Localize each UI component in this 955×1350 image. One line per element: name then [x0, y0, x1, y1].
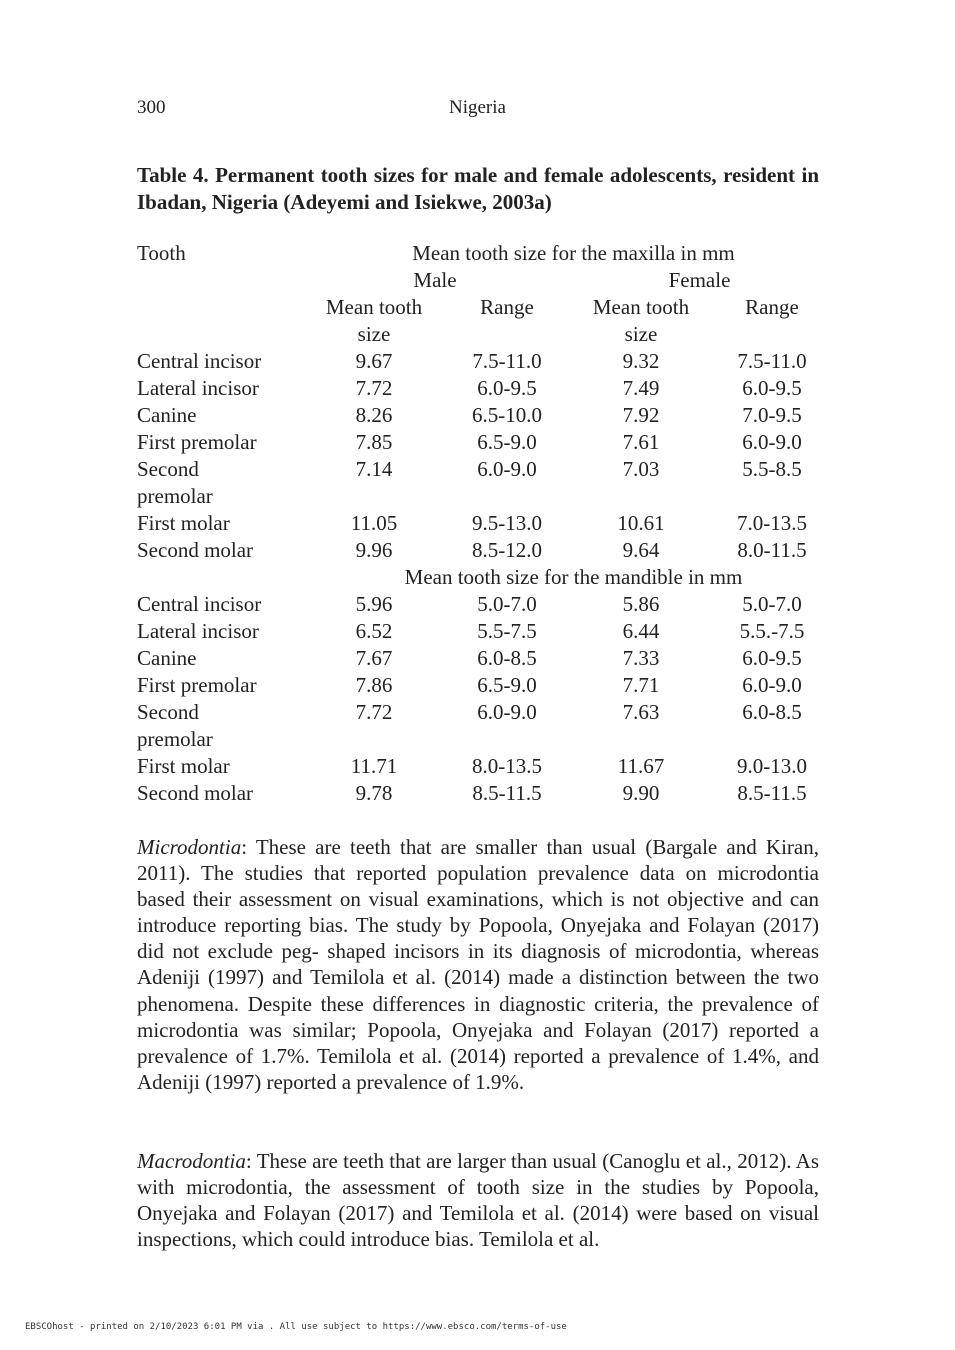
male-mean-cell: 5.96	[355, 592, 393, 616]
maxilla-rows	[137, 348, 819, 564]
male-range-cell: 7.5-11.0	[472, 349, 542, 373]
female-range-cell: 6.0-8.5	[742, 700, 802, 724]
table-row	[137, 375, 819, 402]
tooth-name-cell: Lateral incisor	[137, 376, 259, 400]
microdontia-term: Microdontia	[137, 835, 242, 859]
tooth-name-cell: First premolar	[137, 430, 257, 454]
female-range-cell: 6.0-9.5	[742, 376, 802, 400]
table-caption: Table 4. Permanent tooth sizes for male and female adolescents, resident in Ibadan, Nigeria (Adeyemi and Isiekwe, 2003a)	[137, 163, 819, 214]
tooth-name-cell: Central incisor	[137, 592, 262, 616]
tooth-size-table	[137, 240, 819, 807]
male-range-cell: 6.0-9.0	[477, 700, 537, 724]
table-row	[137, 456, 819, 510]
female-range-cell: 6.0-9.5	[742, 646, 802, 670]
female-range-cell: 9.0-13.0	[737, 754, 807, 778]
page-number: 300	[137, 97, 166, 118]
male-mean-cell: 7.86	[355, 673, 393, 697]
table-row	[137, 618, 819, 645]
male-mean-cell: 11.71	[350, 754, 398, 778]
female-range-cell: 7.5-11.0	[737, 349, 807, 373]
male-range-header: Range	[480, 295, 534, 319]
male-mean-header: Mean tooth size	[325, 295, 423, 346]
female-range-cell: 6.0-9.0	[742, 673, 802, 697]
male-mean-cell: 7.72	[355, 376, 393, 400]
male-range-cell: 5.0-7.0	[477, 592, 537, 616]
female-range-cell: 5.0-7.0	[742, 592, 802, 616]
table-row	[137, 699, 819, 753]
female-mean-cell: 7.71	[622, 673, 660, 697]
print-footer: EBSCOhost - printed on 2/10/2023 6:01 PM via . All use subject to https://www.ebsco.com/terms-of-use	[25, 1322, 567, 1332]
table-row	[137, 780, 819, 807]
female-mean-cell: 6.44	[622, 619, 660, 643]
table-row	[137, 429, 819, 456]
table-row	[137, 753, 819, 780]
mandible-rows	[137, 591, 819, 807]
male-mean-cell: 7.67	[355, 646, 393, 670]
macrodontia-term: Macrodontia	[137, 1149, 246, 1173]
table-row	[137, 672, 819, 699]
female-mean-cell: 7.33	[622, 646, 660, 670]
table-row	[137, 402, 819, 429]
male-range-cell: 6.0-9.0	[477, 457, 537, 481]
tooth-name-cell: Second molar	[137, 781, 254, 805]
male-mean-cell: 8.26	[355, 403, 393, 427]
female-mean-cell: 7.49	[622, 376, 660, 400]
tooth-name-cell: Second molar	[137, 538, 254, 562]
female-range-cell: 5.5.-7.5	[739, 619, 805, 643]
mandible-heading: Mean tooth size for the mandible in mm	[404, 565, 743, 589]
female-range-cell: 5.5-8.5	[742, 457, 802, 481]
male-range-cell: 8.5-12.0	[472, 538, 542, 562]
tooth-name-cell: First premolar	[137, 673, 257, 697]
male-range-cell: 6.5-10.0	[472, 403, 542, 427]
male-range-cell: 6.0-9.5	[477, 376, 537, 400]
male-range-cell: 8.0-13.5	[472, 754, 542, 778]
macrodontia-text: : These are teeth that are larger than usual (Canoglu et al., 2012). As with microdontia, the assessment of tooth size in the studies by Popoola, Onyejaka and Folayan (2017) and Temilola et al. (2014) were based on visual inspections, which could introduce bias. Temilola et al.	[137, 1149, 819, 1252]
male-mean-cell: 7.72	[355, 700, 393, 724]
tooth-name-cell: Second premolar	[137, 700, 213, 751]
microdontia-paragraph	[137, 834, 819, 1095]
male-mean-cell: 9.67	[355, 349, 393, 373]
microdontia-text: : These are teeth that are smaller than usual (Bargale and Kiran, 2011). The studies that reported population prevalence data on microdontia based their assessment on visual examinations, which is not objective and can introduce reporting bias. The study by Popoola, Onyejaka and Folayan (2017) did not exclude peg- shaped incisors in its diagnosis of microdontia, whereas Adeniji (1997) and Temilola et al. (2014) made a distinction between the two phenomena. Despite these differences in diagnostic criteria, the prevalence of microdontia was similar; Popoola, Onyejaka and Folayan (2017) reported a prevalence of 1.7%. Temilola et al. (2014) reported a prevalence of 1.4%, and Adeniji (1997) reported a prevalence of 1.9%.	[137, 835, 819, 1094]
mandible-heading-row	[137, 564, 819, 591]
male-range-cell: 6.5-9.0	[477, 430, 537, 454]
female-mean-cell: 7.92	[622, 403, 660, 427]
table-row	[137, 348, 819, 375]
female-mean-cell: 7.03	[622, 457, 660, 481]
table-row	[137, 510, 819, 537]
table-header-row-3	[137, 294, 819, 348]
male-range-cell: 5.5-7.5	[477, 619, 537, 643]
table-header-row-2	[137, 267, 819, 294]
female-mean-cell: 10.61	[617, 511, 665, 535]
tooth-column-header: Tooth	[137, 241, 186, 265]
macrodontia-paragraph	[137, 1148, 819, 1252]
female-mean-cell: 5.86	[622, 592, 660, 616]
male-mean-cell: 11.05	[350, 511, 398, 535]
male-range-cell: 9.5-13.0	[472, 511, 542, 535]
male-range-cell: 6.0-8.5	[477, 646, 537, 670]
tooth-name-cell: Central incisor	[137, 349, 262, 373]
female-range-cell: 7.0-13.5	[737, 511, 807, 535]
male-heading: Male	[413, 268, 457, 292]
female-range-cell: 6.0-9.0	[742, 430, 802, 454]
table-row	[137, 537, 819, 564]
female-range-cell: 8.5-11.5	[737, 781, 807, 805]
female-mean-header: Mean tooth size	[592, 295, 690, 346]
male-mean-cell: 7.85	[355, 430, 393, 454]
female-mean-cell: 9.32	[622, 349, 660, 373]
male-mean-cell: 9.78	[355, 781, 393, 805]
maxilla-heading: Mean tooth size for the maxilla in mm	[412, 241, 735, 265]
running-title: Nigeria	[449, 97, 506, 118]
male-mean-cell: 6.52	[355, 619, 393, 643]
male-range-cell: 6.5-9.0	[477, 673, 537, 697]
tooth-name-cell: Canine	[137, 403, 197, 427]
tooth-name-cell: Second premolar	[137, 457, 213, 508]
tooth-name-cell: Canine	[137, 646, 197, 670]
female-range-header: Range	[745, 295, 799, 319]
male-mean-cell: 9.96	[355, 538, 393, 562]
female-mean-cell: 9.64	[622, 538, 660, 562]
female-mean-cell: 7.63	[622, 700, 660, 724]
table-row	[137, 645, 819, 672]
male-range-cell: 8.5-11.5	[472, 781, 542, 805]
table-row	[137, 591, 819, 618]
female-mean-cell: 11.67	[617, 754, 665, 778]
tooth-name-cell: First molar	[137, 511, 230, 535]
female-mean-cell: 9.90	[622, 781, 660, 805]
male-mean-cell: 7.14	[355, 457, 393, 481]
tooth-name-cell: Lateral incisor	[137, 619, 259, 643]
female-range-cell: 7.0-9.5	[742, 403, 802, 427]
female-heading: Female	[668, 268, 731, 292]
tooth-name-cell: First molar	[137, 754, 230, 778]
female-mean-cell: 7.61	[622, 430, 660, 454]
table-header-row-1	[137, 240, 819, 267]
female-range-cell: 8.0-11.5	[737, 538, 807, 562]
